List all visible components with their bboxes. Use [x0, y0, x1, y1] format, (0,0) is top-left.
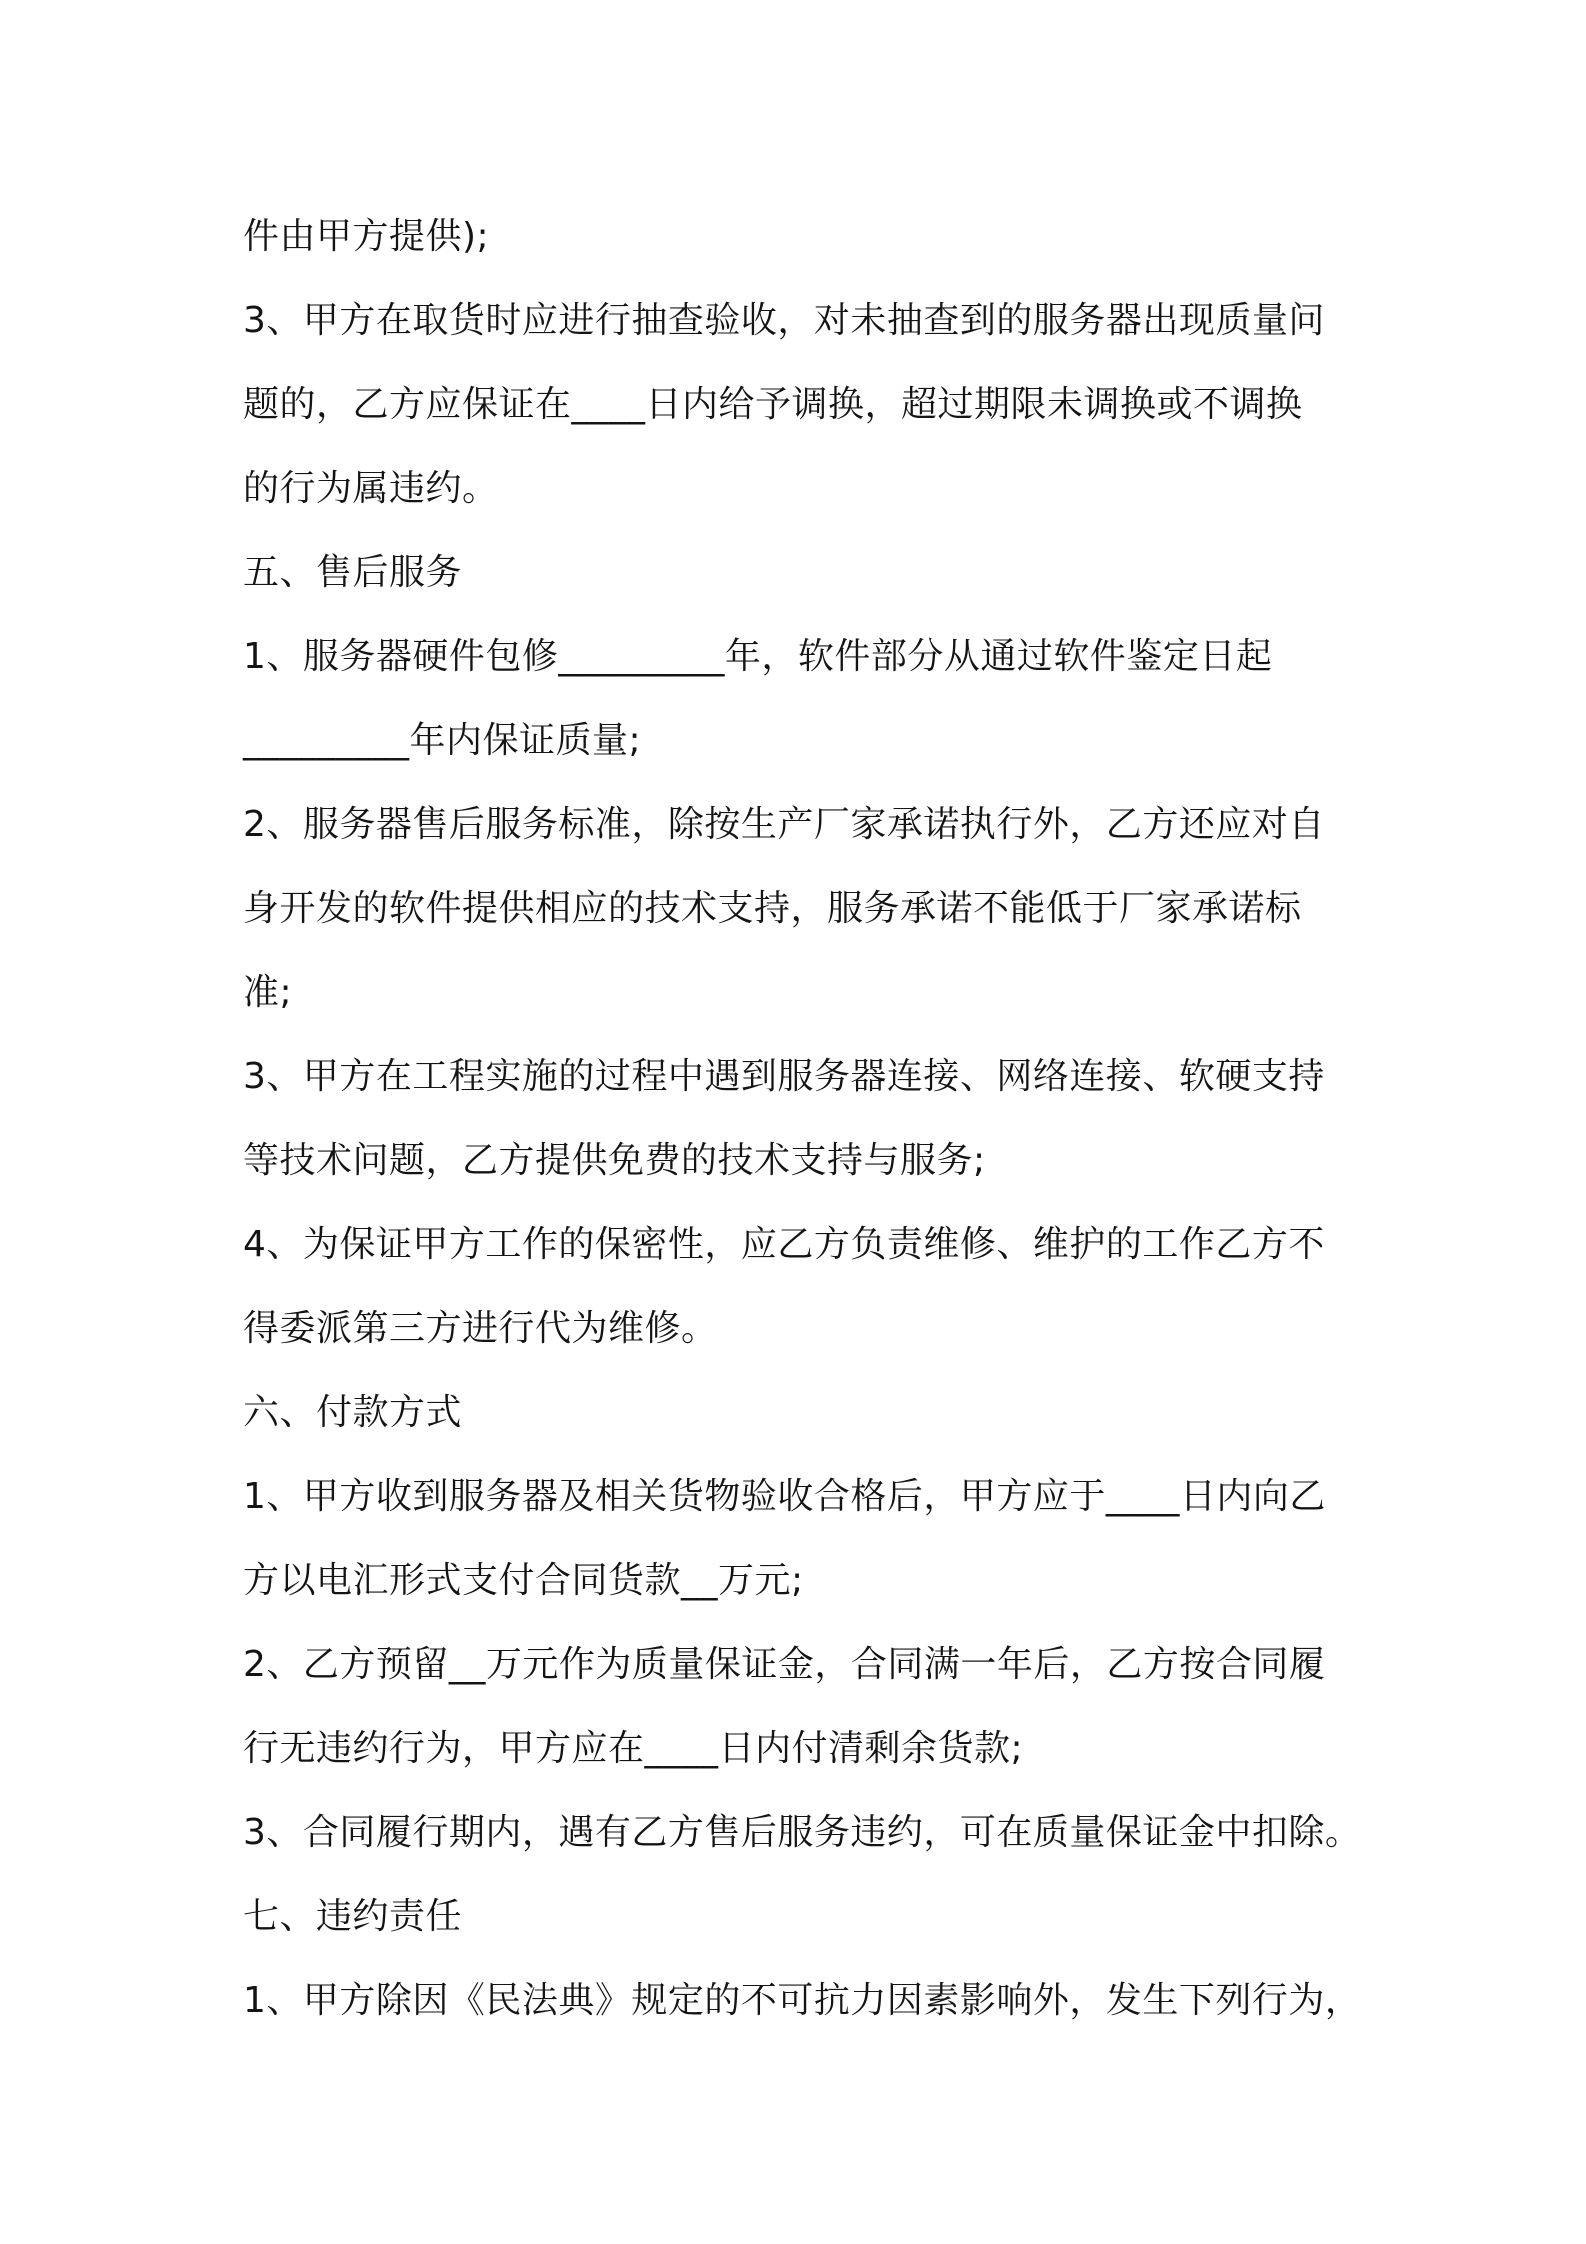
paragraph-line: 件由甲方提供);	[243, 216, 490, 257]
paragraph-line: 1、服务器硬件包修_________年，软件部分从通过软件鉴定日起	[243, 636, 1273, 677]
paragraph-line: 3、甲方在工程实施的过程中遇到服务器连接、网络连接、软硬支持	[243, 1056, 1325, 1097]
paragraph-line: 3、甲方在取货时应进行抽查验收，对未抽查到的服务器出现质量问	[243, 300, 1325, 341]
paragraph-line: 1、甲方除因《民法典》规定的不可抗力因素影响外，发生下列行为，	[243, 1980, 1362, 2021]
section-heading: 六、付款方式	[243, 1392, 463, 1433]
paragraph-line: 2、服务器售后服务标准，除按生产厂家承诺执行外，乙方还应对自	[243, 804, 1325, 845]
paragraph-line: 2、乙方预留__万元作为质量保证金，合同满一年后，乙方按合同履	[243, 1644, 1326, 1685]
paragraph-line: 等技术问题，乙方提供免费的技术支持与服务;	[243, 1140, 986, 1181]
section-heading: 五、售后服务	[243, 552, 463, 593]
paragraph-line: 3、合同履行期内，遇有乙方售后服务违约，可在质量保证金中扣除。	[243, 1812, 1362, 1853]
document-body	[243, 195, 1363, 2043]
section-heading: 七、违约责任	[243, 1896, 463, 1937]
paragraph-line: 4、为保证甲方工作的保密性，应乙方负责维修、维护的工作乙方不	[243, 1224, 1325, 1265]
paragraph-line: 的行为属违约。	[243, 468, 499, 509]
paragraph-line: 身开发的软件提供相应的技术支持，服务承诺不能低于厂家承诺标	[243, 888, 1302, 929]
paragraph-line: _________年内保证质量;	[243, 720, 642, 761]
paragraph-line: 题的，乙方应保证在____日内给予调换，超过期限未调换或不调换	[243, 384, 1303, 425]
paragraph-line: 行无违约行为，甲方应在____日内付清剩余货款;	[243, 1728, 1024, 1769]
paragraph-line: 得委派第三方进行代为维修。	[243, 1308, 718, 1349]
paragraph-line: 方以电汇形式支付合同货款__万元;	[243, 1560, 804, 1601]
paragraph-line: 准;	[243, 972, 293, 1013]
paragraph-line: 1、甲方收到服务器及相关货物验收合格后，甲方应于____日内向乙	[243, 1476, 1326, 1517]
